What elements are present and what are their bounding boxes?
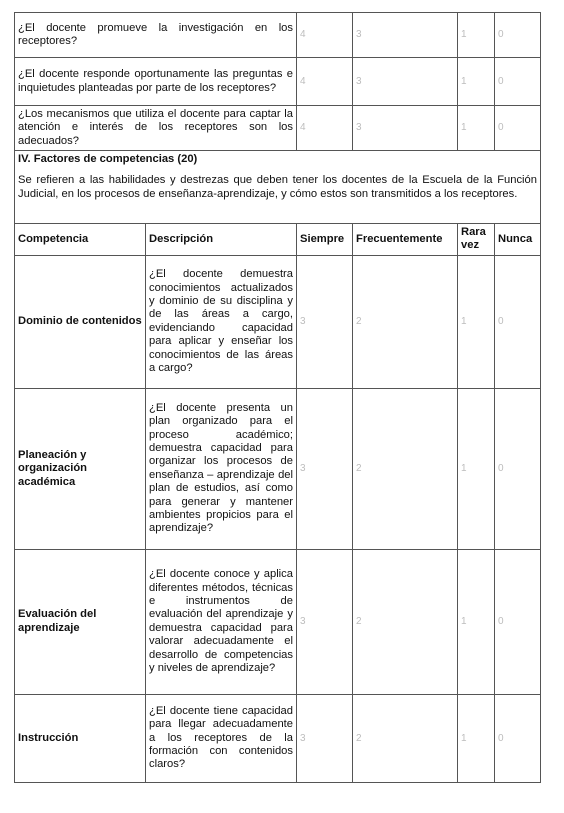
score-siempre: 4 (297, 13, 353, 58)
question-row (15, 106, 541, 151)
section-intro (15, 151, 541, 224)
score-frecuentemente: 3 (353, 13, 458, 58)
score-rara-vez: 1 (458, 106, 495, 151)
score-siempre: 4 (297, 106, 353, 151)
score-frecuentemente: 2 (353, 549, 458, 694)
score-siempre: 3 (297, 255, 353, 388)
score-rara-vez: 1 (458, 694, 495, 782)
score-nunca: 0 (495, 549, 541, 694)
section-title: IV. Factores de competencias (20) (18, 153, 198, 165)
competency-name: Instrucción (15, 694, 146, 782)
question-row (15, 58, 541, 106)
score-rara-vez: 1 (458, 255, 495, 388)
score-frecuentemente: 2 (353, 694, 458, 782)
score-siempre: 4 (297, 58, 353, 106)
competency-description: ¿El docente presenta un plan organizado para el proceso académico; demuestra capacidad para organizar los procesos de enseñanza – aprendizaje del plan de estudios, así como para generar y mantener ambientes propicios para el aprendizaje? (146, 388, 297, 549)
competency-name: Dominio de contenidos (15, 255, 146, 388)
score-nunca: 0 (495, 694, 541, 782)
score-siempre: 3 (297, 549, 353, 694)
header-competencia: Competencia (15, 224, 146, 256)
competency-name: Planeación y organización académica (15, 388, 146, 549)
competency-row (15, 255, 541, 388)
table-header (15, 224, 541, 256)
score-frecuentemente: 3 (353, 106, 458, 151)
header-nunca: Nunca (495, 224, 541, 256)
competency-row (15, 549, 541, 694)
competency-description: ¿El docente demuestra conocimientos actualizados y dominio de su disciplina y de las áreas a cargo, evidenciando capacidad para aplicar y enseñar los conocimientos de las áreas a cargo? (146, 255, 297, 388)
competency-description: ¿El docente conoce y aplica diferentes métodos, técnicas e instrumentos de evaluación del aprendizaje y demuestra capacidad para valorar adecuadamente el desarrollo de competencias y niveles de aprendizaje? (146, 549, 297, 694)
score-siempre: 3 (297, 694, 353, 782)
competency-row (15, 694, 541, 782)
header-siempre: Siempre (297, 224, 353, 256)
evaluation-form (14, 12, 540, 783)
score-frecuentemente: 2 (353, 255, 458, 388)
score-rara-vez: 1 (458, 388, 495, 549)
header-descripcion: Descripción (146, 224, 297, 256)
header-rara-vez: Rara vez (458, 224, 495, 256)
score-rara-vez: 1 (458, 58, 495, 106)
score-nunca: 0 (495, 58, 541, 106)
score-nunca: 0 (495, 106, 541, 151)
question-text: ¿Los mecanismos que utiliza el docente para captar la atención e interés de los receptores son los adecuados? (15, 106, 297, 151)
score-frecuentemente: 3 (353, 58, 458, 106)
score-frecuentemente: 2 (353, 388, 458, 549)
question-text: ¿El docente promueve la investigación en los receptores? (15, 13, 297, 58)
score-rara-vez: 1 (458, 13, 495, 58)
competency-description: ¿El docente tiene capacidad para llegar adecuadamente a los receptores de la formación con contenidos claros? (146, 694, 297, 782)
score-nunca: 0 (495, 13, 541, 58)
score-nunca: 0 (495, 388, 541, 549)
score-rara-vez: 1 (458, 549, 495, 694)
section-intro-row (15, 151, 541, 224)
competency-row (15, 388, 541, 549)
score-siempre: 3 (297, 388, 353, 549)
question-text: ¿El docente responde oportunamente las preguntas e inquietudes planteadas por parte de los receptores? (15, 58, 297, 106)
competency-name: Evaluación del aprendizaje (15, 549, 146, 694)
question-row (15, 13, 541, 58)
header-frecuentemente: Frecuentemente (353, 224, 458, 256)
section-description: Se refieren a las habilidades y destrezas que deben tener los docentes de la Escuela de la Función Judicial, en los procesos de enseñanza-aprendizaje, y cómo estos son transmitidos a los receptores. (18, 174, 537, 200)
evaluation-table (14, 12, 541, 783)
score-nunca: 0 (495, 255, 541, 388)
